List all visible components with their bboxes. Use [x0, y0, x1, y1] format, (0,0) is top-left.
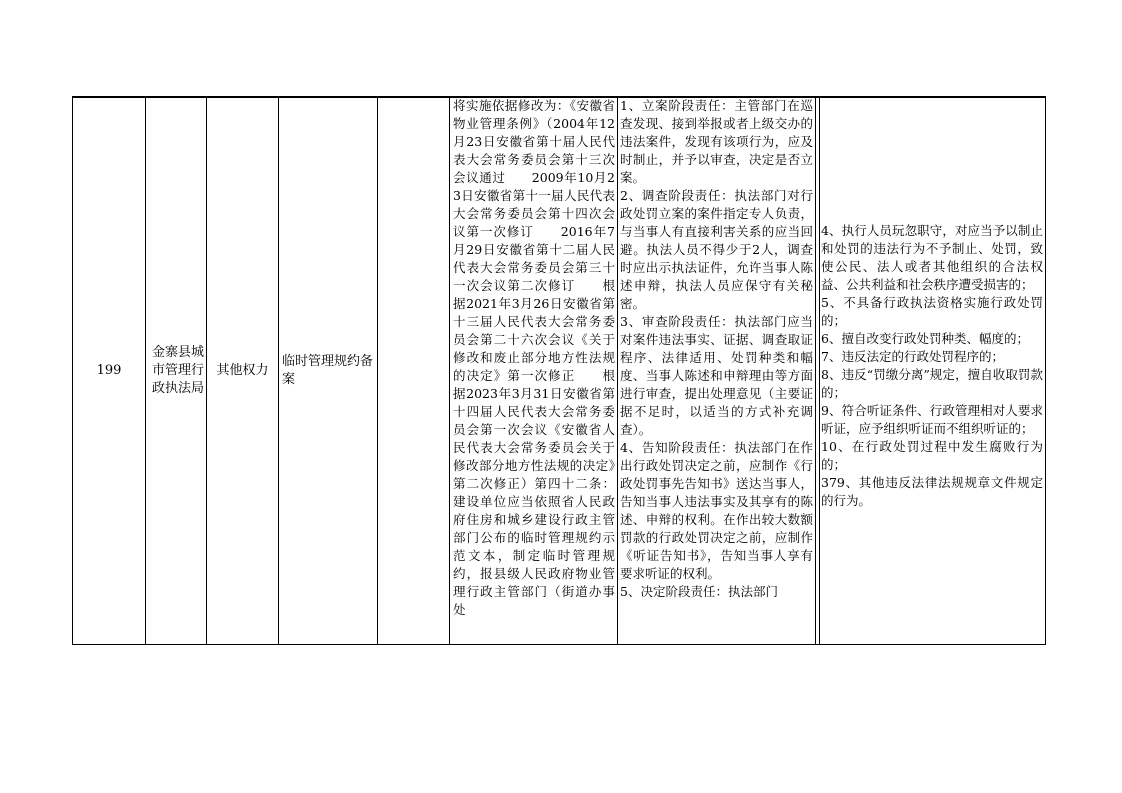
power-type-cell: [207, 96, 278, 645]
authority-list-table: [72, 96, 1046, 645]
implementation-basis: 将实施依据修改为：《安徽省物业管理条例》（2004年12月23日安徽省第十届人民代表大会常务委员会第十三次会议通过 2009年10月23日安徽省第十一届人民代表大会常务委员会第十四次会议第一次修订 2016年7月29日安徽省第十二届人民代表大会常务委员会第三十一次会议第二次修订 根据2021年3月26日安徽省第十三届人民代表大会常务委员会第二十六次会议《关于修改和废止部分地方性法规的决定》第一次修正 根据2023年3月31日安徽省第十四届人民代表大会常务委员会第一次会议《安徽省人民代表大会常务委员会关于修改部分地方性法规的决定》第二次修正）第四十二条：建设单位应当依照省人民政府住房和城乡建设行政主管部门公布的临时管理规约示范文本，制定临时管理规约，报县级人民政府物业管理行政主管部门（街道办事处: [453, 98, 615, 617]
item-name: 临时管理规约备案: [282, 353, 374, 387]
row-number: 199: [96, 362, 122, 378]
responsibility-text: 1、立案阶段责任：主管部门在巡查发现、接到举报或者上级交办的违法案件，发现有该项行为，应及时制止，并予以审查，决定是否立案。 2、调查阶段责任：执法部门对行政处罚立案的案件指定专人负责，与当事人有直接利害关系的应当回避。执法人员不得少于2人，调查时应出示执法证件，允许当事人陈述申辩，执法人员应保守有关秘密。 3、审查阶段责任：执法部门应当对案件违法事实、证据、调查取证程序、法律适用、处罚种类和幅度、当事人陈述和申辩理由等方面进行审查，提出处理意见（主要证据不足时，以适当的方式补充调查）。 4、告知阶段责任：执法部门在作出行政处罚决定之前，应制作《行政处罚事先告知书》送达当事人，告知当事人违法事实及其享有的陈述、申辩的权利。在作出较大数额罚款的行政处罚决定之前，应制作《听证告知书》，告知当事人享有要求听证的权利。 5、决定阶段责任：执法部门: [620, 98, 813, 599]
column-divider: [278, 96, 279, 645]
accountability-cell: [821, 96, 1043, 645]
column-divider: [1045, 96, 1046, 645]
power-type: 其他权力: [216, 362, 269, 378]
column-divider: [815, 96, 816, 645]
department-cell: [152, 96, 204, 645]
column-divider: [819, 96, 820, 645]
sub-item-cell: [378, 96, 449, 645]
column-divider: [617, 96, 618, 645]
accountability-text: 4、执行人员玩忽职守，对应当予以制止和处罚的违法行为不予制止、处罚，致使公民、法人或者其他组织的合法权益、公共利益和社会秩序遭受损害的； 5、不具备行政执法资格实施行政处罚的； 6、擅自改变行政处罚种类、幅度的； 7、违反法定的行政处罚程序的； 8、违反“罚缴分离”规定，擅自收取罚款的； 9、符合听证条件、行政管理相对人要求听证，应予组织听证而不组织听证的； 10、在行政处罚过程中发生腐败行为的； 379、其他违反法律法规规章文件规定的行为。: [821, 222, 1043, 508]
basis-cell: [453, 96, 615, 645]
responsibility-cell: [620, 96, 813, 645]
department-name: 金寨县城市管理行政执法局: [152, 344, 205, 396]
column-divider: [449, 96, 450, 645]
column-divider: [145, 96, 146, 645]
row-number-cell: [73, 96, 145, 645]
item-name-cell: [282, 96, 375, 645]
